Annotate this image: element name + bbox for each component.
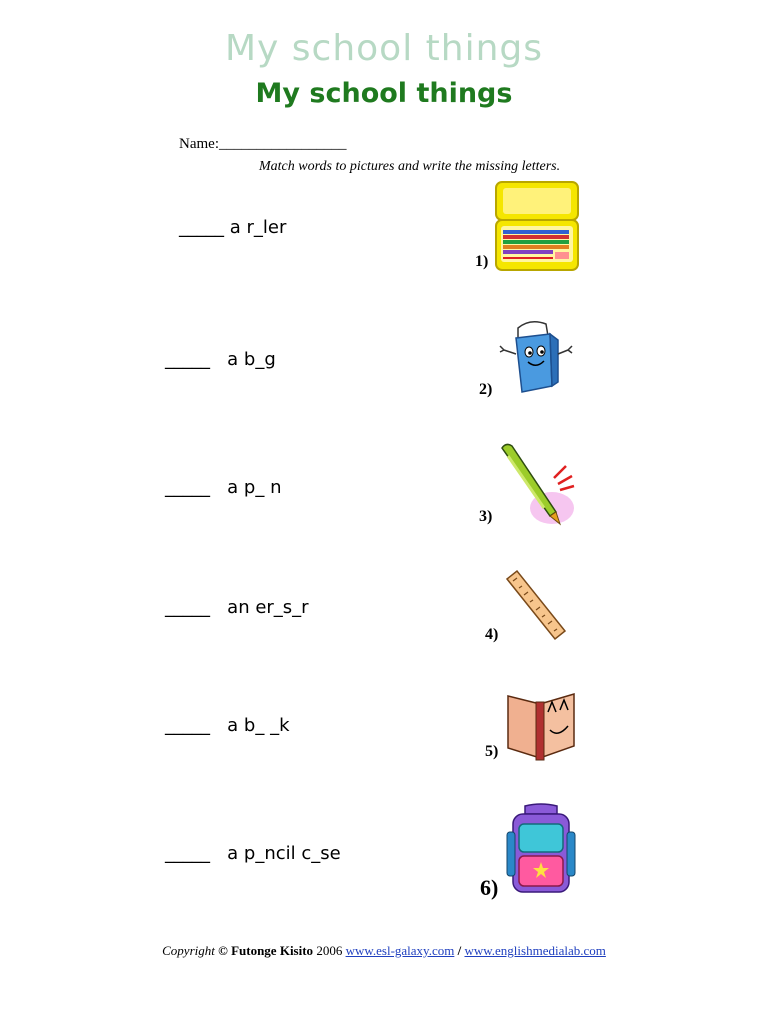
picture-number-1: 1) <box>475 253 489 270</box>
word-text: a r_ler <box>229 217 287 238</box>
answer-blank: _____ <box>165 597 210 618</box>
watermark-title: My school things <box>224 28 544 69</box>
author-name: Futonge Kisito <box>231 943 314 958</box>
copyright-symbol: © <box>218 943 228 958</box>
copyright-footer <box>0 943 768 959</box>
copyright-year: 2006 <box>316 943 343 958</box>
word-row-3 <box>165 477 281 498</box>
answer-blank: _____ <box>165 715 210 736</box>
word-row-5 <box>165 715 290 736</box>
picture-number-4: 4) <box>485 626 499 643</box>
picture-number-2: 2) <box>479 381 493 398</box>
answer-blank: _____ <box>179 217 224 238</box>
word-text: a p_ n <box>227 477 282 498</box>
pencil-case-icon <box>493 180 583 272</box>
ruler-icon <box>503 567 569 643</box>
word-text: an er_s_r <box>227 597 309 618</box>
word-row-2 <box>165 349 276 370</box>
page-title: My school things <box>255 78 513 109</box>
answer-blank: _____ <box>165 477 210 498</box>
word-row-4 <box>165 597 309 618</box>
school-bag-icon <box>505 802 577 898</box>
link-separator: / <box>457 943 462 958</box>
eraser-icon <box>496 314 576 396</box>
name-field-label: Name:_________________ <box>179 136 347 152</box>
esl-galaxy-link[interactable]: www.esl-galaxy.com <box>345 943 455 958</box>
picture-number-5: 5) <box>485 743 499 760</box>
book-icon <box>504 686 578 762</box>
pen-icon <box>494 438 578 526</box>
answer-blank: _____ <box>165 349 210 370</box>
copyright-label: Copyright <box>162 943 215 958</box>
picture-number-6: 6) <box>480 875 499 900</box>
word-text: a b_g <box>227 349 276 370</box>
word-text: a p_ncil c_se <box>227 843 341 864</box>
instruction-text: Match words to pictures and write the missing letters. <box>259 159 561 174</box>
englishmedialab-link[interactable]: www.englishmedialab.com <box>464 943 606 958</box>
word-row-6 <box>165 843 341 864</box>
word-row-1 <box>179 217 286 238</box>
answer-blank: _____ <box>165 843 210 864</box>
picture-number-3: 3) <box>479 508 493 525</box>
word-text: a b_ _k <box>227 715 290 736</box>
